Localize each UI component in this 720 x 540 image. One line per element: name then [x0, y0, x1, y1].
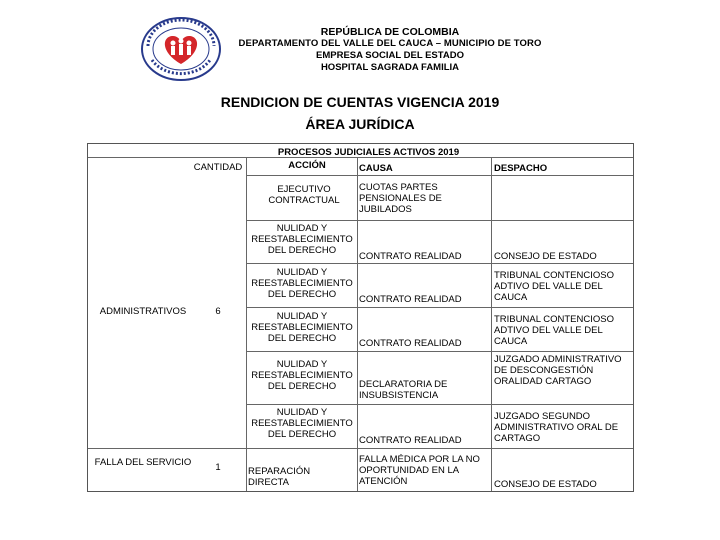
cell-causa: CONTRATO REALIDAD — [359, 338, 462, 349]
row-divider — [246, 263, 633, 264]
cell-causa: CUOTAS PARTES PENSIONALES DE JUBILADOS — [359, 182, 442, 215]
cell-causa: CONTRATO REALIDAD — [359, 294, 462, 305]
header-causa: CAUSA — [359, 163, 393, 174]
group-name: ADMINISTRATIVOS — [99, 306, 187, 317]
group-count: 6 — [215, 306, 221, 317]
cell-despacho: CONSEJO DE ESTADO — [494, 251, 597, 262]
cell-accion: NULIDAD Y REESTABLECIMIENTO DEL DERECHO — [251, 407, 353, 440]
cell-causa: DECLARATORIA DE INSUBSISTENCIA — [359, 379, 448, 401]
row-divider — [246, 307, 633, 308]
group-name: FALLA DEL SERVICIO — [94, 457, 192, 468]
row-divider — [246, 404, 633, 405]
cell-accion: NULIDAD Y REESTABLECIMIENTO DEL DERECHO — [251, 311, 353, 344]
header-divider — [246, 175, 633, 176]
row-divider — [246, 351, 633, 352]
group-count: 1 — [215, 462, 221, 473]
cell-despacho: JUZGADO ADMINISTRATIVO DE DESCONGESTIÓN ORALIDAD CARTAGO — [494, 354, 622, 387]
letterhead-line-4: HOSPITAL SAGRADA FAMILIA — [320, 62, 460, 73]
header-despacho: DESPACHO — [494, 163, 548, 174]
cell-accion: NULIDAD Y REESTABLECIMIENTO DEL DERECHO — [251, 267, 353, 300]
letterhead — [230, 26, 550, 74]
report-subtitle: ÁREA JURÍDICA — [305, 116, 415, 132]
table-caption: PROCESOS JUDICIALES ACTIVOS 2019 — [277, 147, 460, 158]
header-cantidad: CANTIDAD — [193, 162, 243, 173]
cell-causa: CONTRATO REALIDAD — [359, 251, 462, 262]
report-title: RENDICION DE CUENTAS VIGENCIA 2019 — [220, 94, 500, 110]
letterhead-line-1: REPÚBLICA DE COLOMBIA — [320, 26, 460, 38]
letterhead-line-2: DEPARTAMENTO DEL VALLE DEL CAUCA – MUNICIPIO DE TORO — [238, 38, 542, 49]
cell-despacho: TRIBUNAL CONTENCIOSO ADTIVO DEL VALLE DEL CAUCA — [494, 314, 614, 347]
letterhead-line-3: EMPRESA SOCIAL DEL ESTADO — [316, 50, 464, 61]
cell-causa: CONTRATO REALIDAD — [359, 435, 462, 446]
cell-despacho: CONSEJO DE ESTADO — [494, 479, 597, 490]
processes-table — [87, 143, 634, 492]
cell-accion: EJECUTIVO CONTRACTUAL — [268, 184, 340, 206]
group-divider — [88, 448, 633, 449]
header-accion: ACCIÓN — [288, 160, 326, 171]
cell-despacho: TRIBUNAL CONTENCIOSO ADTIVO DEL VALLE DEL CAUCA — [494, 270, 614, 303]
cell-accion: NULIDAD Y REESTABLECIMIENTO DEL DERECHO — [251, 359, 353, 392]
cell-accion: REPARACIÓN DIRECTA — [248, 466, 311, 488]
cell-despacho: JUZGADO SEGUNDO ADMINISTRATIVO ORAL DE CARTAGO — [494, 411, 619, 444]
cell-causa: FALLA MÉDICA POR LA NO OPORTUNIDAD EN LA ATENCIÓN — [359, 454, 480, 487]
hospital-logo — [140, 16, 222, 82]
col-divider-causa — [491, 157, 492, 491]
cell-accion: NULIDAD Y REESTABLECIMIENTO DEL DERECHO — [251, 223, 353, 256]
row-divider — [246, 220, 633, 221]
